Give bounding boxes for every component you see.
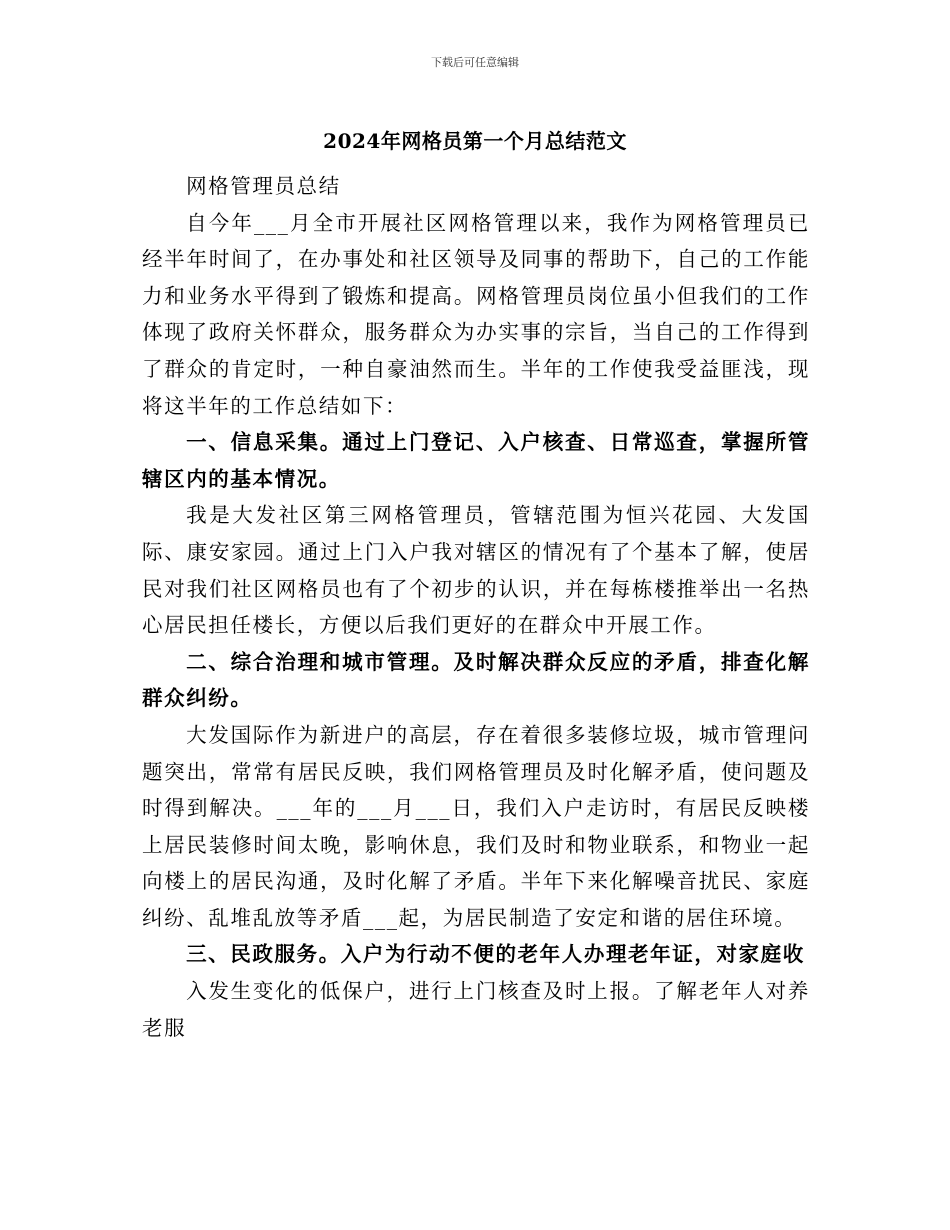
paragraph-governance: 大发国际作为新进户的高层，存在着很多装修垃圾，城市管理问题突出，常常有居民反映，我们网格管理员及时化解矛盾，使问题及时得到解决。___年的___月___日，我们入户走访时，有居民反映楼上居民装修时间太晚，影响休息，我们及时和物业联系，和物业一起向楼上的居民沟通，及时化解了矛盾。半年下来化解噪音扰民、家庭纠纷、乱堆乱放等矛盾___起，为居民制造了安定和谐的居住环境。	[142, 722, 810, 930]
section-heading-info-collection: 一、信息采集。通过上门登记、入户核查、日常巡查，掌握所管辖区内的基本情况。	[142, 430, 810, 491]
paragraph-subtitle: 网格管理员总结	[186, 174, 341, 198]
paragraph-civil-affairs: 入发生变化的低保户，进行上门核查及时上报。了解老年人对养老服	[142, 979, 810, 1040]
section-heading-civil-affairs: 三、民政服务。入户为行动不便的老年人办理老年证，对家庭收	[186, 942, 805, 967]
document-title: 2024年网格员第一个月总结范文	[323, 129, 627, 153]
section-heading-governance: 二、综合治理和城市管理。及时解决群众反应的矛盾，排查化解群众纠纷。	[142, 649, 810, 711]
page-header-note: 下载后可任意编辑	[431, 56, 519, 69]
paragraph-info-collection: 我是大发社区第三网格管理员，管辖范围为恒兴花园、大发国际、康安家园。通过上门入户我对辖区的情况有了个基本了解，使居民对我们社区网格员也有了个初步的认识，并在每栋楼推举出一名热心居民担任楼长，方便以后我们更好的在群众中开展工作。	[142, 503, 810, 638]
paragraph-intro: 自今年___月全市开展社区网格管理以来，我作为网格管理员已经半年时间了，在办事处和社区领导及同事的帮助下，自己的工作能力和业务水平得到了锻炼和提高。网格管理员岗位虽小但我们的工作体现了政府关怀群众，服务群众为办实事的宗旨，当自己的工作得到了群众的肯定时，一种自豪油然而生。半年的工作使我受益匪浅，现将这半年的工作总结如下：	[142, 210, 810, 418]
document-body	[142, 168, 810, 1046]
